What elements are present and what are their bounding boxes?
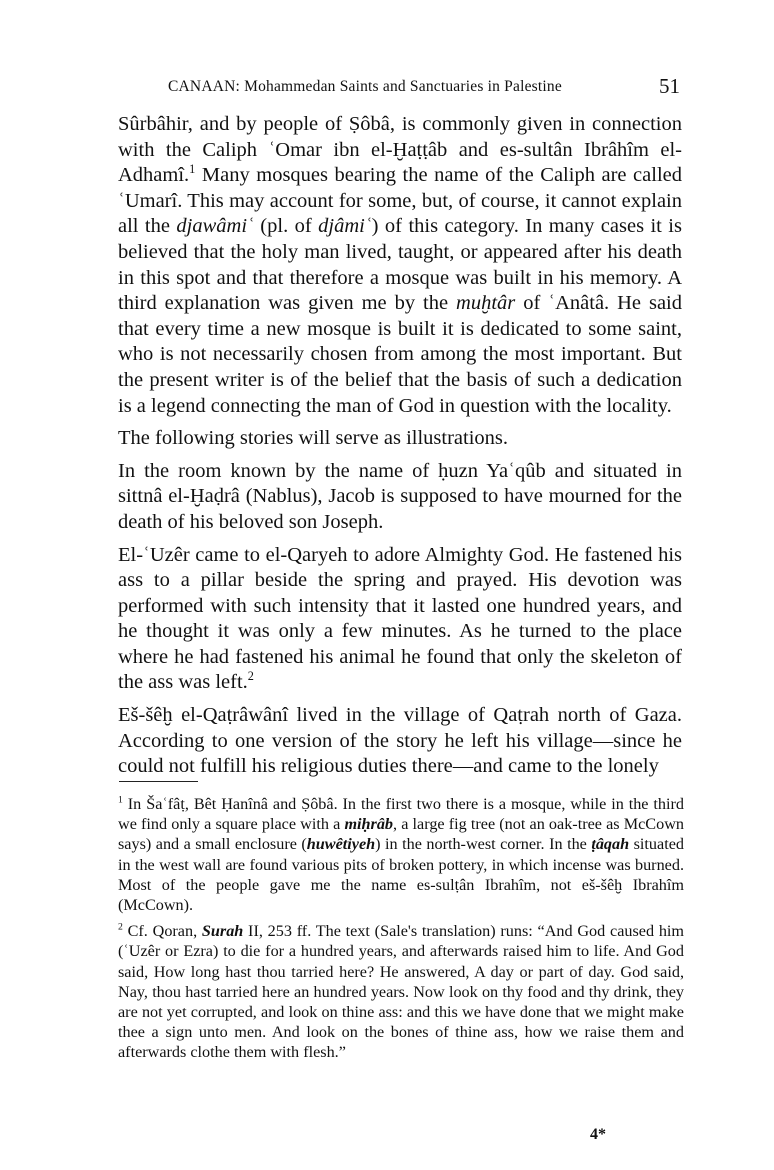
main-text [118,112,682,787]
running-header [118,74,688,104]
footnotes [118,794,684,1069]
page-number: 51 [659,74,680,98]
paragraph: In the room known by the name of ḥuzn Yaʿqûb and situated in sittnâ el-Ḫaḍrâ (Nablus), Jacob is supposed to have mourned for the death of his beloved son Joseph. [118,459,682,533]
signature-mark: 4* [590,1126,606,1143]
paragraph: El-ʿUzêr came to el-Qaryeh to adore Almighty God. He fastened his ass to a pillar beside the spring and prayed. His devotion was performed with such intensity that it lasted one hundred years, and he thought it was only a few minutes. As he turned to the place where he had fastened his animal he found that only the skeleton of the ass was left.$^2$ [118,543,682,694]
footnote-2: $^2$ Cf. Qoran, Surah II, 253 ff. The text (Sale's translation) runs: “And God caused him (ʿUzêr or Ezra) to die for a hundred years, and afterwards raised him to life. And God said, How long hast thou tarried here? He answered, A day or part of day. God said, Nay, thou hast tarried here an hundred years. Now look on thy food and thy drink, they are not yet corrupted, and look on thine ass: and this we have done that we might make thee a sign unto men. And look on the bones of thine ass, how we raise them and afterwards clothe them with flesh.” [118,921,684,1062]
footnote-marker: 2 [118,921,123,933]
footnote-marker: 2 [247,669,254,684]
italic-term: Surah [201,922,244,941]
running-title: CANAAN: Mohammedan Saints and Sanctuaries in Palestine [168,78,562,95]
italic-term: muḫtâr [456,292,516,315]
footnote-marker: 1 [189,162,196,177]
footnote-rule [119,781,198,782]
italic-term: ṭâqah [591,835,630,854]
footnote-marker: 1 [118,794,123,806]
italic-term: djâmiʿ [318,215,372,238]
footnote-1: $^1$ In Šaʿfâṭ, Bêt Ḥanînâ and Ṣôbâ. In the first two there is a mosque, while in the third we find only a square place with a miḥrâb, a large fig tree (not an oak-tree as McCown says) and a small enclosure (huwêtiyeh) in the north-west corner. In the ṭâqah situated in the west wall are found various pits of broken pottery, in which incense was burned. Most of the people gave me the name es-sulṭân Ibrahîm, not eš-šêḫ Ibrahîm (McCown). [118,794,684,915]
paragraph: The following stories will serve as illustrations. [118,427,509,450]
italic-term: djawâmiʿ [176,215,254,238]
italic-term: miḥrâb [344,815,394,834]
italic-term: huwêtiyeh [306,835,376,854]
paragraph: Sûrbâhir, and by people of Ṣôbâ, is commonly given in connection with the Caliph ʿOmar ibn el-Ḫaṭṭâb and es-sultân Ibrâhîm el-Adhamî.$^1$ Many mosques bearing the name of the Caliph are called ʿUmarî. This may account for some, but, of course, it cannot explain all the djawâmiʿ (pl. of djâmiʿ) of this category. In many cases it is believed that the holy man lived, taught, or appeared after his death in this spot and that therefore a mosque was built in his memory. A third explanation was given me by the muḫtâr of ʿAnâtâ. He said that every time a new mosque is built it is dedicated to some saint, who is not necessarily chosen from among the most important. But the present writer is of the belief that the basis of such a dedication is a legend connecting the man of God in question with the locality. [118,113,682,417]
paragraph: Eš-šêḫ el-Qaṭrâwânî lived in the village of Qaṭrah north of Gaza. According to one version of the story he left his village—since he could not fulfill his religious duties there—and came to the lonely [118,704,682,778]
